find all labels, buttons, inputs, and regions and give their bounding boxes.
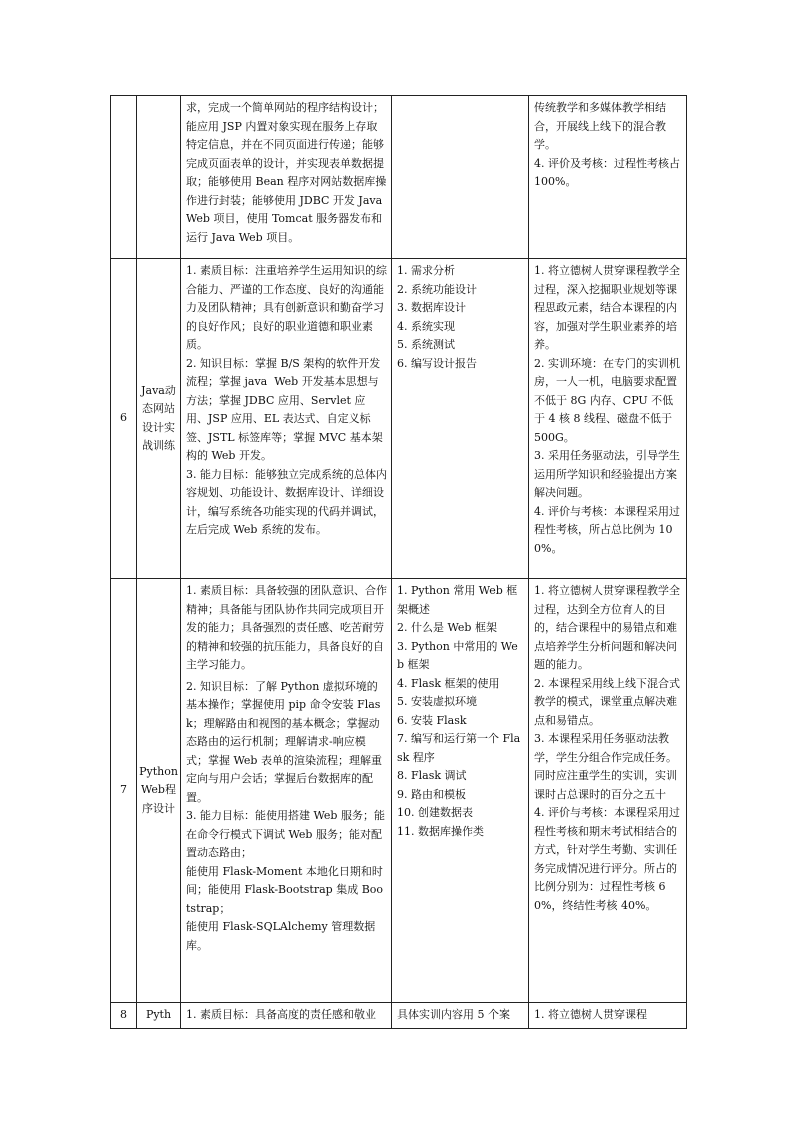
method-text: 4. 评价及考核：过程性考核占 100%。 xyxy=(534,156,684,188)
method-text: 1. 将立德树人贯穿课程 xyxy=(534,1008,647,1021)
methods-cell xyxy=(529,259,687,579)
course-name-cell: Pyth xyxy=(137,1003,181,1029)
content-item: 1. 需求分析 xyxy=(397,264,455,277)
contents-cell xyxy=(392,579,529,1003)
content-item: 10. 创建数据表 xyxy=(397,806,473,819)
goal-text: 1. 素质目标：具备高度的责任感和敬业 xyxy=(186,1008,376,1021)
goals-cell xyxy=(181,259,392,579)
goal-text: 3. 能力目标：能使用搭建 Web 服务；能在命令行模式下调试 Web 服务；能对配置动态路由； xyxy=(186,809,385,859)
methods-cell xyxy=(529,579,687,1003)
goals-cell xyxy=(181,1003,392,1029)
course-name-cell: Java动态网站设计实战训练 xyxy=(137,259,181,579)
contents-cell xyxy=(392,259,529,579)
content-item: 1. Python 常用 Web 框架概述 xyxy=(397,584,518,616)
method-text: 2. 本课程采用线上线下混合式教学的模式，课堂重点解决难点和易错点。 xyxy=(534,676,680,727)
methods-cell xyxy=(529,96,687,259)
content-item: 6. 编写设计报告 xyxy=(397,356,477,370)
course-table xyxy=(110,95,687,1029)
goal-text: 1. 素质目标：注重培养学生运用知识的综合能力、严谨的工作态度、良好的沟通能力及团队精神；具有创新意识和勤奋学习的良好作风；良好的职业道德和职业素质。 xyxy=(186,264,387,351)
contents-cell xyxy=(392,1003,529,1029)
table-row xyxy=(111,259,687,579)
row-number-cell: 8 xyxy=(111,1003,137,1029)
table-row xyxy=(111,579,687,1003)
row-number-cell: 6 xyxy=(111,259,137,579)
content-item: 5. 安装虚拟环境 xyxy=(397,695,477,708)
course-name-cell: Python Web程序设计 xyxy=(137,579,181,1003)
content-item: 9. 路由和模板 xyxy=(397,787,466,801)
methods-cell xyxy=(529,1003,687,1029)
content-item: 3. Python 中常用的 Web 框架 xyxy=(397,639,518,671)
method-text: 传统教学和多媒体教学相结合，开展线上线下的混合教学。 xyxy=(534,101,666,151)
method-text: 4. 评价与考核：本课程采用过程性考核和期末考试相结合的方式，针对学生考勤、实训任务完成情况进行评分。所占的比例分别为：过程性考核 60%，终结性考核 40%。 xyxy=(534,806,680,912)
contents-cell xyxy=(392,96,529,259)
method-text: 3. 本课程采用任务驱动法教学，学生分组合作完成任务。同时应注重学生的实训，实训课时占总课时的百分之五十 xyxy=(534,732,677,801)
goal-text: 求，完成一个简单网站的程序结构设计；能应用 JSP 内置对象实现在服务上存取特定信息，并在不同页面进行传递；能够完成页面表单的设计，并实现表单数据提取；能够使用 Bean 程序对网站数据库操作进行封装；能够使用 JDBC 开发 Java Web 项目，使用 Tomcat 服务器发布和运行 Java Web 项目。 xyxy=(186,101,387,244)
content-item: 具体实训内容用 5 个案 xyxy=(397,1008,510,1021)
content-item: 4. 系统实现 xyxy=(397,319,455,333)
goal-text: 能使用 Flask-SQLAlchemy 管理数据库。 xyxy=(186,920,376,952)
method-text: 1. 将立德树人贯穿课程教学全过程，达到全方位育人的目的，结合课程中的易错点和难点培养学生分析问题和解决问题的能力。 xyxy=(534,584,680,671)
row-number-cell xyxy=(111,96,137,259)
goal-text: 能使用 Flask-Moment 本地化日期和时间；能使用 Flask-Bootstrap 集成 Bootstrap； xyxy=(186,864,384,915)
course-name-cell xyxy=(137,96,181,259)
content-item: 11. 数据库操作类 xyxy=(397,824,484,838)
method-text: 1. 将立德树人贯穿课程教学全过程，深入挖掘职业规划等课程思政元素，结合本课程的内容，加强对学生职业素养的培养。 xyxy=(534,264,680,351)
content-item: 7. 编写和运行第一个 Flask 程序 xyxy=(397,732,521,764)
goals-cell xyxy=(181,96,392,259)
table-row xyxy=(111,1003,687,1029)
goal-text: 2. 知识目标：了解 Python 虚拟环境的基本操作；掌握使用 pip 命令安装 Flask；理解路由和视图的基本概念；掌握动态路由的运行机制；理解请求-响应模式；掌握 Web 表单的渲染流程；理解重定向与用户会话；掌握后台数据库的配置。 xyxy=(186,679,382,804)
method-text: 4. 评价与考核：本课程采用过程性考核，所占总比例为 100%。 xyxy=(534,504,680,555)
content-item: 5. 系统测试 xyxy=(397,338,455,351)
table-row xyxy=(111,96,687,259)
method-text: 2. 实训环境：在专门的实训机房，一人一机，电脑要求配置不低于 8G 内存、CPU 不低于 4 核 8 线程、磁盘不低于 500G。 xyxy=(534,356,680,444)
content-item: 6. 安装 Flask xyxy=(397,713,467,727)
content-item: 3. 数据库设计 xyxy=(397,301,466,314)
goal-text: 2. 知识目标：掌握 B/S 架构的软件开发流程；掌握 java Web 开发基本思想与方法；掌握 JDBC 应用、Servlet 应用、JSP 应用、EL 表达式、自定义标签、JSTL 标签库等；掌握 MVC 基本架构的 Web 开发。 xyxy=(186,356,383,462)
goal-text: 1. 素质目标：具备较强的团队意识、合作精神；具备能与团队协作共同完成项目开发的能力；具备强烈的责任感、吃苦耐劳的精神和较强的抗压能力，具备良好的自主学习能力。 xyxy=(186,584,387,671)
content-item: 4. Flask 框架的使用 xyxy=(397,676,500,690)
method-text: 3. 采用任务驱动法，引导学生运用所学知识和经验提出方案解决问题。 xyxy=(534,449,680,499)
content-item: 2. 什么是 Web 框架 xyxy=(397,621,497,634)
content-item: 2. 系统功能设计 xyxy=(397,282,477,296)
goal-text: 3. 能力目标：能够独立完成系统的总体内容规划、功能设计、数据库设计、详细设计，编写系统各功能实现的代码并调试，左后完成 Web 系统的发布。 xyxy=(186,467,387,536)
row-number-cell: 7 xyxy=(111,579,137,1003)
content-item: 8. Flask 调试 xyxy=(397,769,467,782)
goals-cell xyxy=(181,579,392,1003)
